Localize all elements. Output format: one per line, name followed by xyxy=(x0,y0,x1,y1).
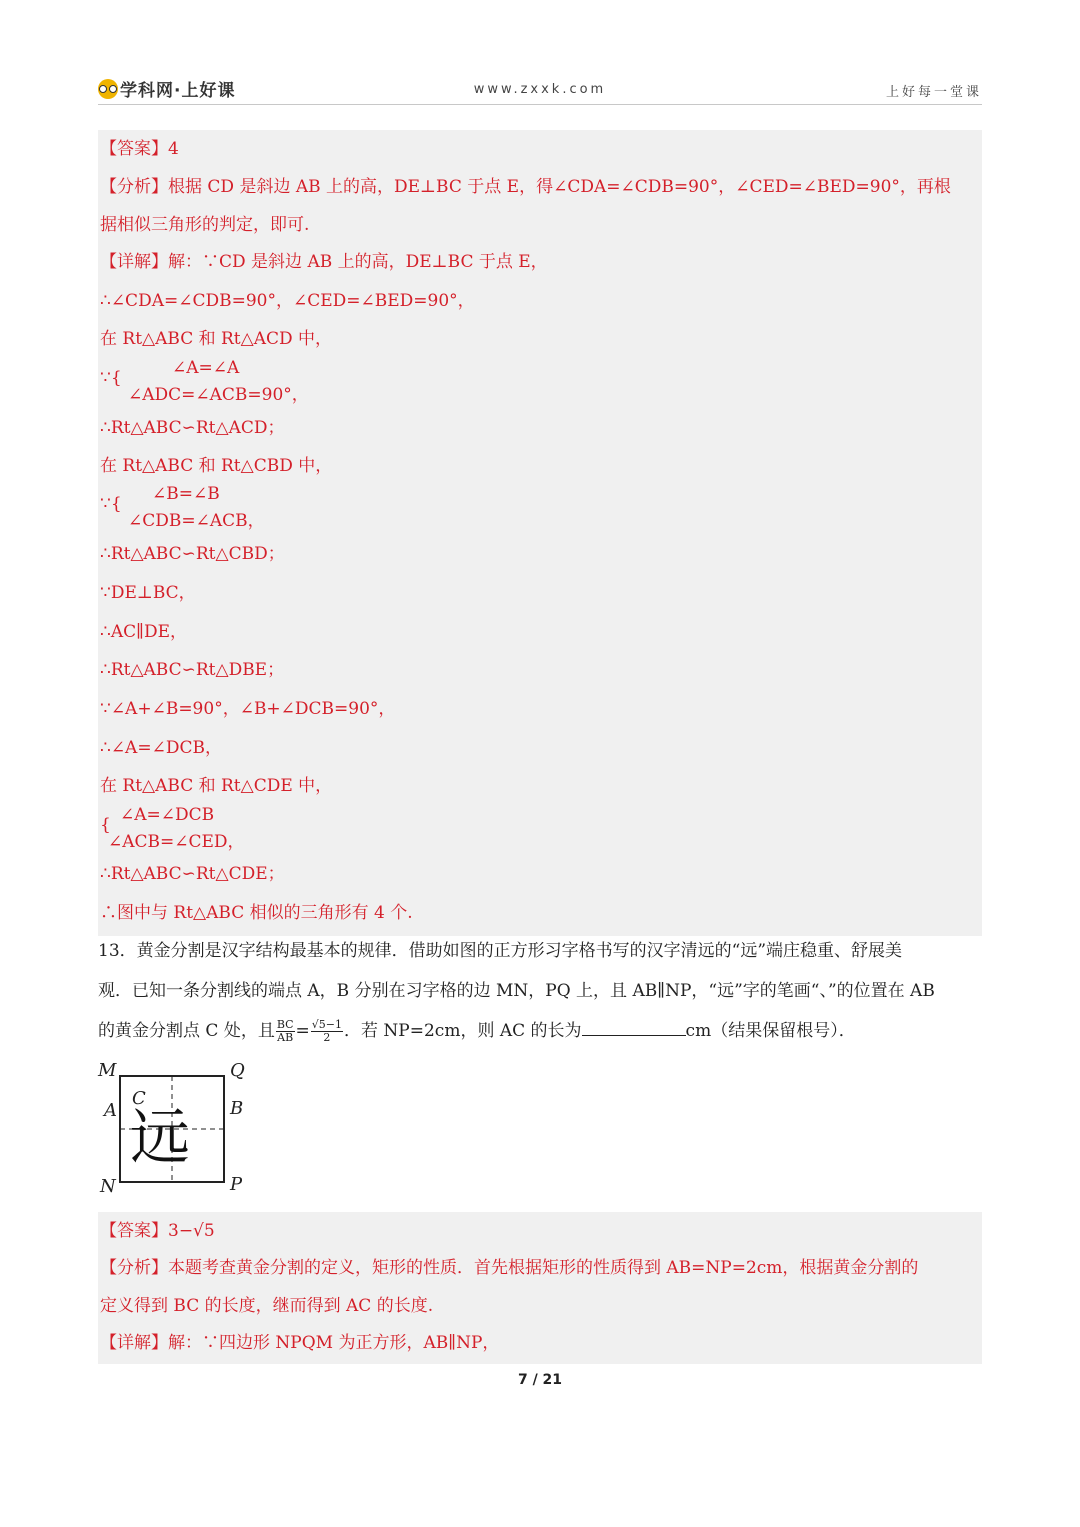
detail-line: ∴AC∥DE， xyxy=(100,622,187,642)
question-line xyxy=(98,1016,856,1044)
question-text: 的黄金分割点 C 处，且 xyxy=(98,1021,275,1041)
detail-line: ∴Rt△ABC∽Rt△ACD； xyxy=(100,418,285,438)
detail-line: ∴∠CDA=∠CDB=90°，∠CED=∠BED=90°， xyxy=(100,291,475,311)
label-b: B xyxy=(230,1098,244,1119)
question-line: 观．已知一条分割线的端点 A，B 分别在习字格的边 MN，PQ 上，且 AB∥NP，“远”字的笔画“、”的位置在 AB xyxy=(98,981,935,1001)
fraction-numerator: BC xyxy=(276,1018,294,1031)
system-row: ∠ADC=∠ACB=90°， xyxy=(128,385,309,405)
detail-line: ∴∠A=∠DCB， xyxy=(100,738,222,758)
equation-system-3 xyxy=(100,805,500,852)
label-n: N xyxy=(100,1176,116,1197)
solution-13-block xyxy=(98,1212,982,1364)
detail-line: ∴Rt△ABC∽Rt△CBD； xyxy=(100,544,285,564)
detail-line: 在 Rt△ABC 和 Rt△ACD 中， xyxy=(100,329,333,349)
character-yuan: 远 xyxy=(130,1103,190,1173)
equals-sign: = xyxy=(295,1021,310,1041)
answer-line: 【答案】4 xyxy=(100,139,179,159)
site-url: www.zxxk.com xyxy=(473,82,607,97)
analysis-line: 【分析】本题考查黄金分割的定义，矩形的性质．首先根据矩形的性质得到 AB=NP=2cm，根据黄金分割的 xyxy=(100,1258,919,1278)
brace: ∵{ xyxy=(100,494,122,514)
fraction-numerator: √5−1 xyxy=(311,1018,343,1031)
fraction-golden xyxy=(311,1019,343,1044)
label-q: Q xyxy=(230,1060,245,1081)
logo-text: 学科网·上好课 xyxy=(120,81,236,101)
detail-line: 【详解】解：∵CD 是斜边 AB 上的高，DE⊥BC 于点 E， xyxy=(100,252,548,272)
detail-line: ∴图中与 Rt△ABC 相似的三角形有 4 个. xyxy=(100,903,413,923)
analysis-line: 据相似三角形的判定，即可. xyxy=(100,215,310,235)
question-text: ．若 NP=2cm，则 AC 的长为 xyxy=(344,1021,582,1041)
solution-12-block xyxy=(98,130,982,936)
fraction-bc-ab xyxy=(276,1019,295,1044)
page-number: 7 / 21 xyxy=(517,1372,563,1388)
detail-line: ∴Rt△ABC∽Rt△DBE； xyxy=(100,660,285,680)
fraction-denominator: AB xyxy=(277,1031,294,1044)
equation-system-1 xyxy=(100,358,500,405)
analysis-line: 定义得到 BC 的长度，继而得到 AC 的长度. xyxy=(100,1296,434,1316)
detail-line: 在 Rt△ABC 和 Rt△CBD 中， xyxy=(100,456,333,476)
answer-blank xyxy=(582,1018,686,1036)
detail-line: ∴Rt△ABC∽Rt△CDE； xyxy=(100,864,285,884)
system-row: ∠ACB=∠CED， xyxy=(108,832,245,852)
page-header xyxy=(98,74,982,105)
detail-line: ∵DE⊥BC， xyxy=(100,583,196,603)
system-row: ∠B=∠B xyxy=(152,484,220,504)
question-text: cm（结果保留根号）． xyxy=(685,1021,856,1041)
analysis-line: 【分析】根据 CD 是斜边 AB 上的高，DE⊥BC 于点 E，得∠CDA=∠CDB=90°，∠CED=∠BED=90°，再根 xyxy=(100,177,951,197)
system-row: ∠A=∠A xyxy=(172,358,240,378)
equation-system-2 xyxy=(100,484,500,531)
brace: { xyxy=(100,815,111,835)
fraction-denominator: 2 xyxy=(323,1031,331,1044)
system-row: ∠CDB=∠ACB， xyxy=(128,511,265,531)
label-m: M xyxy=(98,1060,117,1081)
label-p: P xyxy=(230,1174,243,1195)
brace: ∵{ xyxy=(100,368,122,388)
detail-line: ∵∠A+∠B=90°，∠B+∠DCB=90°， xyxy=(100,699,396,719)
system-row: ∠A=∠DCB xyxy=(120,805,215,825)
label-c: C xyxy=(132,1088,146,1109)
practice-grid-figure xyxy=(98,1060,258,1200)
detail-line: 【详解】解：∵四边形 NPQM 为正方形，AB∥NP， xyxy=(100,1333,500,1353)
slogan: 上好每一堂课 xyxy=(885,85,982,100)
label-a: A xyxy=(104,1100,117,1121)
question-line: 13．黄金分割是汉字结构最基本的规律．借助如图的正方形习字格书写的汉字清远的“远”端庄稳重、舒展美 xyxy=(98,941,903,961)
detail-line: 在 Rt△ABC 和 Rt△CDE 中， xyxy=(100,776,333,796)
answer-line: 【答案】3−√5 xyxy=(100,1221,215,1241)
